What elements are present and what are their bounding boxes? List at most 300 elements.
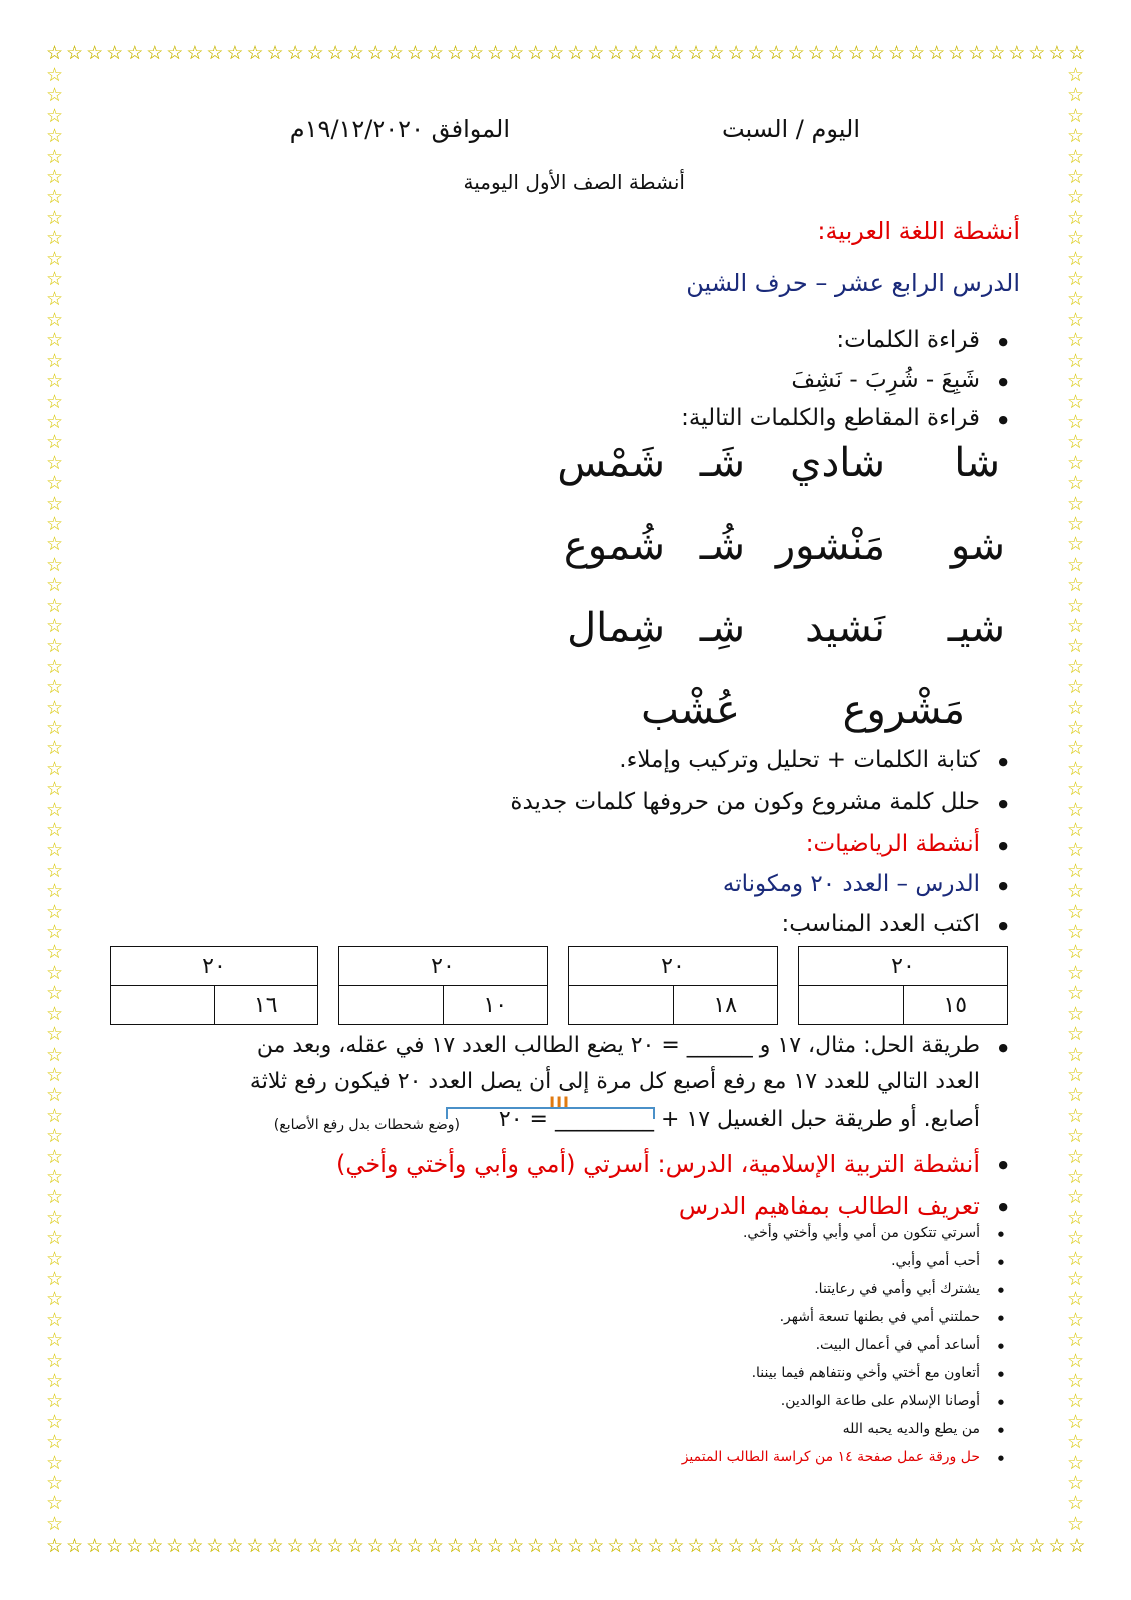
box-total: ٢٠: [799, 947, 1008, 986]
star-icon: ☆: [507, 1535, 525, 1557]
star-icon: ☆: [727, 42, 745, 64]
star-icon: ☆: [787, 42, 805, 64]
star-icon: ☆: [1067, 961, 1085, 984]
star-icon: ☆: [727, 1535, 745, 1557]
star-icon: ☆: [1067, 451, 1085, 474]
star-icon: ☆: [1068, 42, 1086, 64]
star-icon: ☆: [1067, 1206, 1085, 1229]
star-icon: ☆: [46, 1084, 64, 1107]
star-icon: ☆: [466, 42, 485, 64]
islamic-section-title: ● أنشطة التربية الإسلامية، الدرس: أسرتي (أمي وأبي وأختي وأخي): [336, 1150, 980, 1178]
star-icon: ☆: [908, 42, 926, 64]
star-border-right: [1067, 66, 1084, 1534]
star-icon: ☆: [1067, 1410, 1085, 1433]
star-icon: ☆: [46, 553, 64, 576]
tally-marks: III: [549, 1093, 570, 1112]
star-icon: ☆: [406, 1535, 424, 1557]
star-icon: ☆: [46, 308, 64, 331]
star-icon: ☆: [1067, 941, 1085, 964]
star-icon: ☆: [928, 42, 946, 64]
star-icon: ☆: [146, 1535, 164, 1557]
star-icon: ☆: [908, 1535, 926, 1557]
star-icon: ☆: [46, 206, 64, 229]
star-icon: ☆: [767, 1535, 785, 1557]
star-icon: ☆: [86, 42, 104, 64]
star-icon: ☆: [1067, 839, 1085, 862]
star-icon: ☆: [266, 42, 284, 64]
star-icon: ☆: [1067, 880, 1085, 903]
star-icon: ☆: [1067, 1267, 1085, 1290]
star-icon: ☆: [306, 42, 324, 64]
star-icon: ☆: [827, 42, 845, 64]
star-icon: ☆: [887, 1535, 906, 1557]
star-icon: ☆: [46, 1247, 64, 1270]
syllable-3-2: نَشيد: [805, 605, 885, 651]
star-icon: ☆: [807, 42, 825, 64]
star-icon: ☆: [46, 1431, 64, 1454]
star-icon: ☆: [507, 42, 525, 64]
star-icon: ☆: [1067, 370, 1085, 393]
clothesline-bracket: [446, 1107, 655, 1119]
star-icon: ☆: [1067, 472, 1085, 495]
star-icon: ☆: [186, 1535, 204, 1557]
star-icon: ☆: [1067, 1370, 1085, 1392]
method-note: (وضع شحطات بدل رفع الأصابع): [273, 1117, 460, 1133]
star-icon: ☆: [46, 472, 64, 495]
date-label: الموافق ١٩/١٢/٢٠٢٠م: [289, 115, 510, 143]
star-icon: ☆: [166, 42, 184, 64]
star-icon: ☆: [567, 42, 585, 64]
number-box-2: [568, 946, 778, 1025]
star-icon: ☆: [46, 1472, 64, 1495]
star-icon: ☆: [1067, 1288, 1085, 1311]
star-icon: ☆: [787, 1535, 805, 1557]
star-icon: ☆: [446, 1535, 464, 1557]
star-icon: ☆: [46, 1125, 64, 1148]
extra-word-oshb: عُشْب: [641, 687, 740, 733]
star-icon: ☆: [567, 1535, 585, 1557]
star-icon: ☆: [46, 614, 64, 637]
star-icon: ☆: [346, 1535, 364, 1557]
star-icon: ☆: [1067, 717, 1085, 739]
star-icon: ☆: [46, 1227, 64, 1250]
star-icon: ☆: [1067, 533, 1085, 556]
star-icon: ☆: [366, 42, 384, 64]
syllable-1-4: شَمْس: [557, 440, 665, 486]
star-icon: ☆: [46, 390, 64, 413]
star-icon: ☆: [627, 42, 645, 64]
star-icon: ☆: [286, 1535, 304, 1557]
box-answer[interactable]: [111, 986, 215, 1025]
star-icon: ☆: [46, 1267, 64, 1290]
star-icon: ☆: [46, 186, 64, 209]
star-icon: ☆: [106, 1535, 124, 1557]
box-total: ٢٠: [569, 947, 778, 986]
star-icon: ☆: [707, 42, 725, 64]
box-given: ١٨: [673, 986, 778, 1025]
star-icon: ☆: [1067, 492, 1085, 515]
star-icon: ☆: [988, 42, 1006, 64]
star-icon: ☆: [206, 1535, 224, 1557]
star-icon: ☆: [1067, 859, 1085, 882]
star-icon: ☆: [547, 1535, 565, 1557]
star-icon: ☆: [988, 1535, 1006, 1557]
analyze-item: ● حلل كلمة مشروع وكون من حروفها كلمات جديدة: [510, 789, 980, 815]
star-icon: ☆: [46, 961, 64, 984]
star-icon: ☆: [1028, 1535, 1046, 1557]
star-icon: ☆: [1067, 1063, 1085, 1086]
star-icon: ☆: [1067, 819, 1085, 842]
star-icon: ☆: [286, 42, 304, 64]
syllable-3-4: شِمال: [567, 605, 665, 651]
star-icon: ☆: [46, 900, 64, 923]
star-icon: ☆: [767, 42, 785, 64]
star-icon: ☆: [1067, 1308, 1085, 1331]
star-icon: ☆: [1067, 1349, 1085, 1372]
star-icon: ☆: [46, 635, 64, 658]
method-line-2: العدد التالي للعدد ١٧ مع رفع أصبع كل مرة إلى أن يصل العدد ٢٠ فيكون رفع ثلاثة: [249, 1069, 980, 1094]
star-icon: ☆: [246, 42, 264, 64]
star-icon: ☆: [46, 655, 64, 678]
star-icon: ☆: [46, 798, 64, 821]
star-icon: ☆: [627, 1535, 645, 1557]
star-icon: ☆: [46, 166, 64, 189]
arabic-lesson-title: الدرس الرابع عشر – حرف الشين: [686, 269, 1020, 297]
star-icon: ☆: [46, 84, 64, 107]
method-line-3: أصابع. أو طريقة حبل الغسيل ١٧ + _________ = ٢٠: [498, 1107, 980, 1132]
star-icon: ☆: [1067, 900, 1085, 923]
star-icon: ☆: [1067, 1145, 1085, 1168]
homework-item: ● حل ورقة عمل صفحة ١٤ من كراسة الطالب المتميز: [682, 1449, 980, 1465]
star-icon: ☆: [1067, 431, 1085, 454]
star-icon: ☆: [46, 268, 64, 291]
star-icon: ☆: [366, 1535, 384, 1557]
star-border-top: [46, 44, 1086, 63]
star-icon: ☆: [1067, 125, 1085, 148]
star-icon: ☆: [1067, 166, 1085, 189]
star-icon: ☆: [46, 778, 64, 801]
box-total: ٢٠: [339, 947, 548, 986]
star-icon: ☆: [46, 1104, 64, 1127]
star-icon: ☆: [126, 42, 144, 64]
star-icon: ☆: [46, 880, 64, 903]
concept-item-3: ● يشترك أبي وأمي في رعايتنا.: [814, 1281, 980, 1297]
star-icon: ☆: [46, 1390, 64, 1413]
star-icon: ☆: [406, 42, 424, 64]
star-icon: ☆: [46, 1492, 64, 1515]
star-icon: ☆: [46, 370, 64, 393]
star-icon: ☆: [1048, 42, 1066, 64]
star-icon: ☆: [948, 1535, 966, 1557]
star-icon: ☆: [587, 1535, 605, 1557]
star-icon: ☆: [46, 1512, 64, 1535]
star-icon: ☆: [46, 349, 64, 372]
star-icon: ☆: [1067, 757, 1085, 780]
syllable-2-4: شُموع: [563, 523, 665, 569]
star-icon: ☆: [687, 1535, 705, 1557]
concept-item-8: ● من يطع والديه يحبه الله: [843, 1421, 980, 1437]
method-line-1: ● طريقة الحل: مثال، ١٧ و ______ = ٢٠ يضع الطالب العدد ١٧ في عقله، وبعد من: [257, 1033, 980, 1058]
star-border-left: [46, 66, 63, 1534]
star-icon: ☆: [1067, 247, 1085, 270]
star-icon: ☆: [346, 42, 364, 64]
star-icon: ☆: [46, 533, 64, 556]
star-icon: ☆: [1067, 64, 1085, 86]
star-icon: ☆: [1067, 84, 1085, 107]
math-lesson-title: ● الدرس – العدد ٢٠ ومكوناته: [723, 871, 980, 897]
star-icon: ☆: [306, 1535, 324, 1557]
star-icon: ☆: [1067, 594, 1085, 617]
star-icon: ☆: [1067, 1104, 1085, 1127]
syllable-1-3: شَـ: [699, 440, 745, 486]
write-number-item: ● اكتب العدد المناسب:: [781, 911, 980, 937]
box-answer[interactable]: [339, 986, 444, 1025]
star-icon: ☆: [46, 1370, 64, 1392]
star-icon: ☆: [46, 717, 64, 739]
star-icon: ☆: [46, 247, 64, 270]
star-icon: ☆: [487, 1535, 505, 1557]
star-icon: ☆: [46, 757, 64, 780]
read-syllables-item: ● قراءة المقاطع والكلمات التالية:: [681, 405, 980, 431]
star-icon: ☆: [86, 1535, 104, 1557]
star-icon: ☆: [968, 1535, 986, 1557]
star-icon: ☆: [46, 982, 64, 1005]
star-icon: ☆: [46, 1535, 64, 1557]
star-icon: ☆: [426, 1535, 444, 1557]
day-label: اليوم / السبت: [721, 115, 860, 143]
syllable-1-1: شا: [954, 440, 1000, 486]
star-icon: ☆: [1008, 1535, 1026, 1557]
star-icon: ☆: [607, 42, 625, 64]
star-icon: ☆: [46, 1186, 64, 1209]
star-icon: ☆: [1067, 1227, 1085, 1250]
star-icon: ☆: [1067, 1329, 1085, 1352]
star-icon: ☆: [1067, 349, 1085, 372]
star-icon: ☆: [246, 1535, 264, 1557]
star-icon: ☆: [326, 42, 344, 64]
star-icon: ☆: [867, 42, 885, 64]
star-icon: ☆: [667, 1535, 685, 1557]
star-icon: ☆: [827, 1535, 845, 1557]
star-icon: ☆: [968, 42, 986, 64]
star-icon: ☆: [1067, 778, 1085, 801]
concept-item-1: ● أسرتي تتكون من أمي وأبي وأختي وأخي.: [743, 1225, 980, 1241]
star-icon: ☆: [326, 1535, 344, 1557]
star-icon: ☆: [226, 42, 244, 64]
star-icon: ☆: [46, 574, 64, 597]
star-icon: ☆: [887, 42, 906, 64]
star-icon: ☆: [46, 676, 64, 699]
star-icon: ☆: [1067, 1431, 1085, 1454]
star-icon: ☆: [747, 42, 765, 64]
star-icon: ☆: [46, 1451, 64, 1474]
star-icon: ☆: [1067, 676, 1085, 699]
star-icon: ☆: [46, 594, 64, 617]
star-icon: ☆: [527, 42, 545, 64]
box-given: ١٦: [214, 986, 318, 1025]
box-answer[interactable]: [799, 986, 904, 1025]
concept-item-2: ● أحب أمي وأبي.: [891, 1253, 980, 1269]
box-given: ١٥: [903, 986, 1008, 1025]
star-icon: ☆: [1008, 42, 1026, 64]
star-icon: ☆: [46, 1349, 64, 1372]
syllable-2-2: مَنْشور: [775, 523, 885, 569]
star-icon: ☆: [46, 1288, 64, 1311]
star-icon: ☆: [647, 1535, 665, 1557]
star-icon: ☆: [46, 125, 64, 148]
star-icon: ☆: [547, 42, 565, 64]
star-icon: ☆: [1067, 982, 1085, 1005]
star-icon: ☆: [1067, 737, 1085, 760]
star-icon: ☆: [46, 451, 64, 474]
concept-item-5: ● أساعد أمي في أعمال البيت.: [816, 1337, 980, 1353]
star-icon: ☆: [807, 1535, 825, 1557]
box-given: ١٠: [443, 986, 548, 1025]
star-icon: ☆: [607, 1535, 625, 1557]
star-icon: ☆: [46, 1063, 64, 1086]
star-icon: ☆: [847, 42, 865, 64]
star-icon: ☆: [948, 42, 966, 64]
arabic-section-title: أنشطة اللغة العربية:: [817, 217, 1020, 245]
syllable-1-2: شادي: [790, 440, 885, 486]
star-icon: ☆: [1067, 1472, 1085, 1495]
star-icon: ☆: [46, 1410, 64, 1433]
concept-item-7: ● أوصانا الإسلام على طاعة الوالدين.: [781, 1393, 980, 1409]
star-icon: ☆: [46, 696, 64, 719]
star-icon: ☆: [1067, 1186, 1085, 1209]
star-icon: ☆: [1067, 329, 1085, 352]
star-icon: ☆: [166, 1535, 184, 1557]
star-icon: ☆: [1067, 1023, 1085, 1046]
star-icon: ☆: [446, 42, 464, 64]
page-title: أنشطة الصف الأول اليومية: [463, 170, 685, 194]
concept-item-6: ● أتعاون مع أختي وأخي ونتفاهم فيما بيننا.: [752, 1365, 980, 1381]
star-icon: ☆: [1067, 1247, 1085, 1270]
box-answer[interactable]: [569, 986, 674, 1025]
writing-item: ● كتابة الكلمات + تحليل وتركيب وإملاء.: [619, 747, 980, 773]
star-icon: ☆: [1028, 42, 1046, 64]
star-icon: ☆: [1067, 206, 1085, 229]
number-box-3: [338, 946, 548, 1025]
star-icon: ☆: [1067, 186, 1085, 209]
syllable-3-3: شِـ: [699, 605, 745, 651]
star-icon: ☆: [1067, 553, 1085, 576]
star-icon: ☆: [1067, 288, 1085, 311]
star-icon: ☆: [386, 1535, 404, 1557]
words-line-item: ● شَبِعَ - شُرِبَ - نَشِفَ: [791, 367, 980, 393]
star-icon: ☆: [928, 1535, 946, 1557]
star-icon: ☆: [46, 1023, 64, 1046]
star-icon: ☆: [1067, 574, 1085, 597]
star-icon: ☆: [46, 819, 64, 842]
syllable-2-3: شُـ: [699, 523, 745, 569]
star-icon: ☆: [847, 1535, 865, 1557]
star-icon: ☆: [1067, 1451, 1085, 1474]
star-icon: ☆: [1067, 1125, 1085, 1148]
syllable-3-1: شيـ: [947, 605, 1005, 651]
star-icon: ☆: [1067, 1390, 1085, 1413]
star-icon: ☆: [46, 737, 64, 760]
extra-word-mashroo: مَشْروع: [842, 687, 965, 733]
star-icon: ☆: [667, 42, 685, 64]
star-icon: ☆: [1067, 1165, 1085, 1188]
math-section-title: ● أنشطة الرياضيات:: [806, 831, 980, 857]
star-icon: ☆: [46, 410, 64, 433]
star-icon: ☆: [747, 1535, 765, 1557]
star-icon: ☆: [46, 431, 64, 454]
star-icon: ☆: [487, 42, 505, 64]
star-icon: ☆: [126, 1535, 144, 1557]
star-icon: ☆: [46, 1206, 64, 1229]
worksheet: [95, 95, 1040, 1525]
star-icon: ☆: [106, 42, 124, 64]
star-icon: ☆: [1067, 1492, 1085, 1515]
star-icon: ☆: [1067, 1512, 1085, 1535]
star-icon: ☆: [1067, 104, 1085, 127]
star-icon: ☆: [1067, 921, 1085, 944]
star-icon: ☆: [46, 1308, 64, 1331]
star-icon: ☆: [867, 1535, 885, 1557]
star-icon: ☆: [186, 42, 204, 64]
star-icon: ☆: [1067, 390, 1085, 413]
star-icon: ☆: [1067, 798, 1085, 821]
star-icon: ☆: [426, 42, 444, 64]
star-icon: ☆: [1067, 512, 1085, 535]
star-icon: ☆: [46, 1043, 64, 1066]
star-icon: ☆: [46, 921, 64, 944]
star-icon: ☆: [1067, 655, 1085, 678]
star-icon: ☆: [1067, 308, 1085, 331]
star-icon: ☆: [46, 1165, 64, 1188]
star-icon: ☆: [46, 839, 64, 862]
star-icon: ☆: [1067, 410, 1085, 433]
star-icon: ☆: [1067, 614, 1085, 637]
star-icon: ☆: [146, 42, 164, 64]
number-box-4: [110, 946, 318, 1025]
star-icon: ☆: [46, 288, 64, 311]
star-icon: ☆: [46, 941, 64, 964]
star-icon: ☆: [1067, 227, 1085, 250]
star-icon: ☆: [1067, 1043, 1085, 1066]
star-icon: ☆: [1048, 1535, 1066, 1557]
star-icon: ☆: [1068, 1535, 1086, 1557]
star-icon: ☆: [687, 42, 705, 64]
star-icon: ☆: [386, 42, 404, 64]
star-icon: ☆: [266, 1535, 284, 1557]
star-icon: ☆: [1067, 145, 1085, 168]
star-icon: ☆: [46, 1329, 64, 1352]
concept-item-4: ● حملتني أمي في بطنها تسعة أشهر.: [780, 1309, 980, 1325]
star-icon: ☆: [66, 42, 84, 64]
star-icon: ☆: [527, 1535, 545, 1557]
star-icon: ☆: [46, 512, 64, 535]
star-icon: ☆: [587, 42, 605, 64]
star-icon: ☆: [46, 227, 64, 250]
star-icon: ☆: [206, 42, 224, 64]
star-icon: ☆: [1067, 696, 1085, 719]
star-icon: ☆: [707, 1535, 725, 1557]
star-icon: ☆: [1067, 1002, 1085, 1025]
star-icon: ☆: [647, 42, 665, 64]
star-icon: ☆: [1067, 268, 1085, 291]
star-icon: ☆: [46, 492, 64, 515]
star-icon: ☆: [46, 145, 64, 168]
syllable-2-1: شو: [950, 523, 1005, 569]
box-total: ٢٠: [111, 947, 318, 986]
star-icon: ☆: [46, 64, 64, 86]
star-icon: ☆: [46, 1002, 64, 1025]
islamic-intro: ● تعريف الطالب بمفاهيم الدرس: [679, 1192, 980, 1220]
